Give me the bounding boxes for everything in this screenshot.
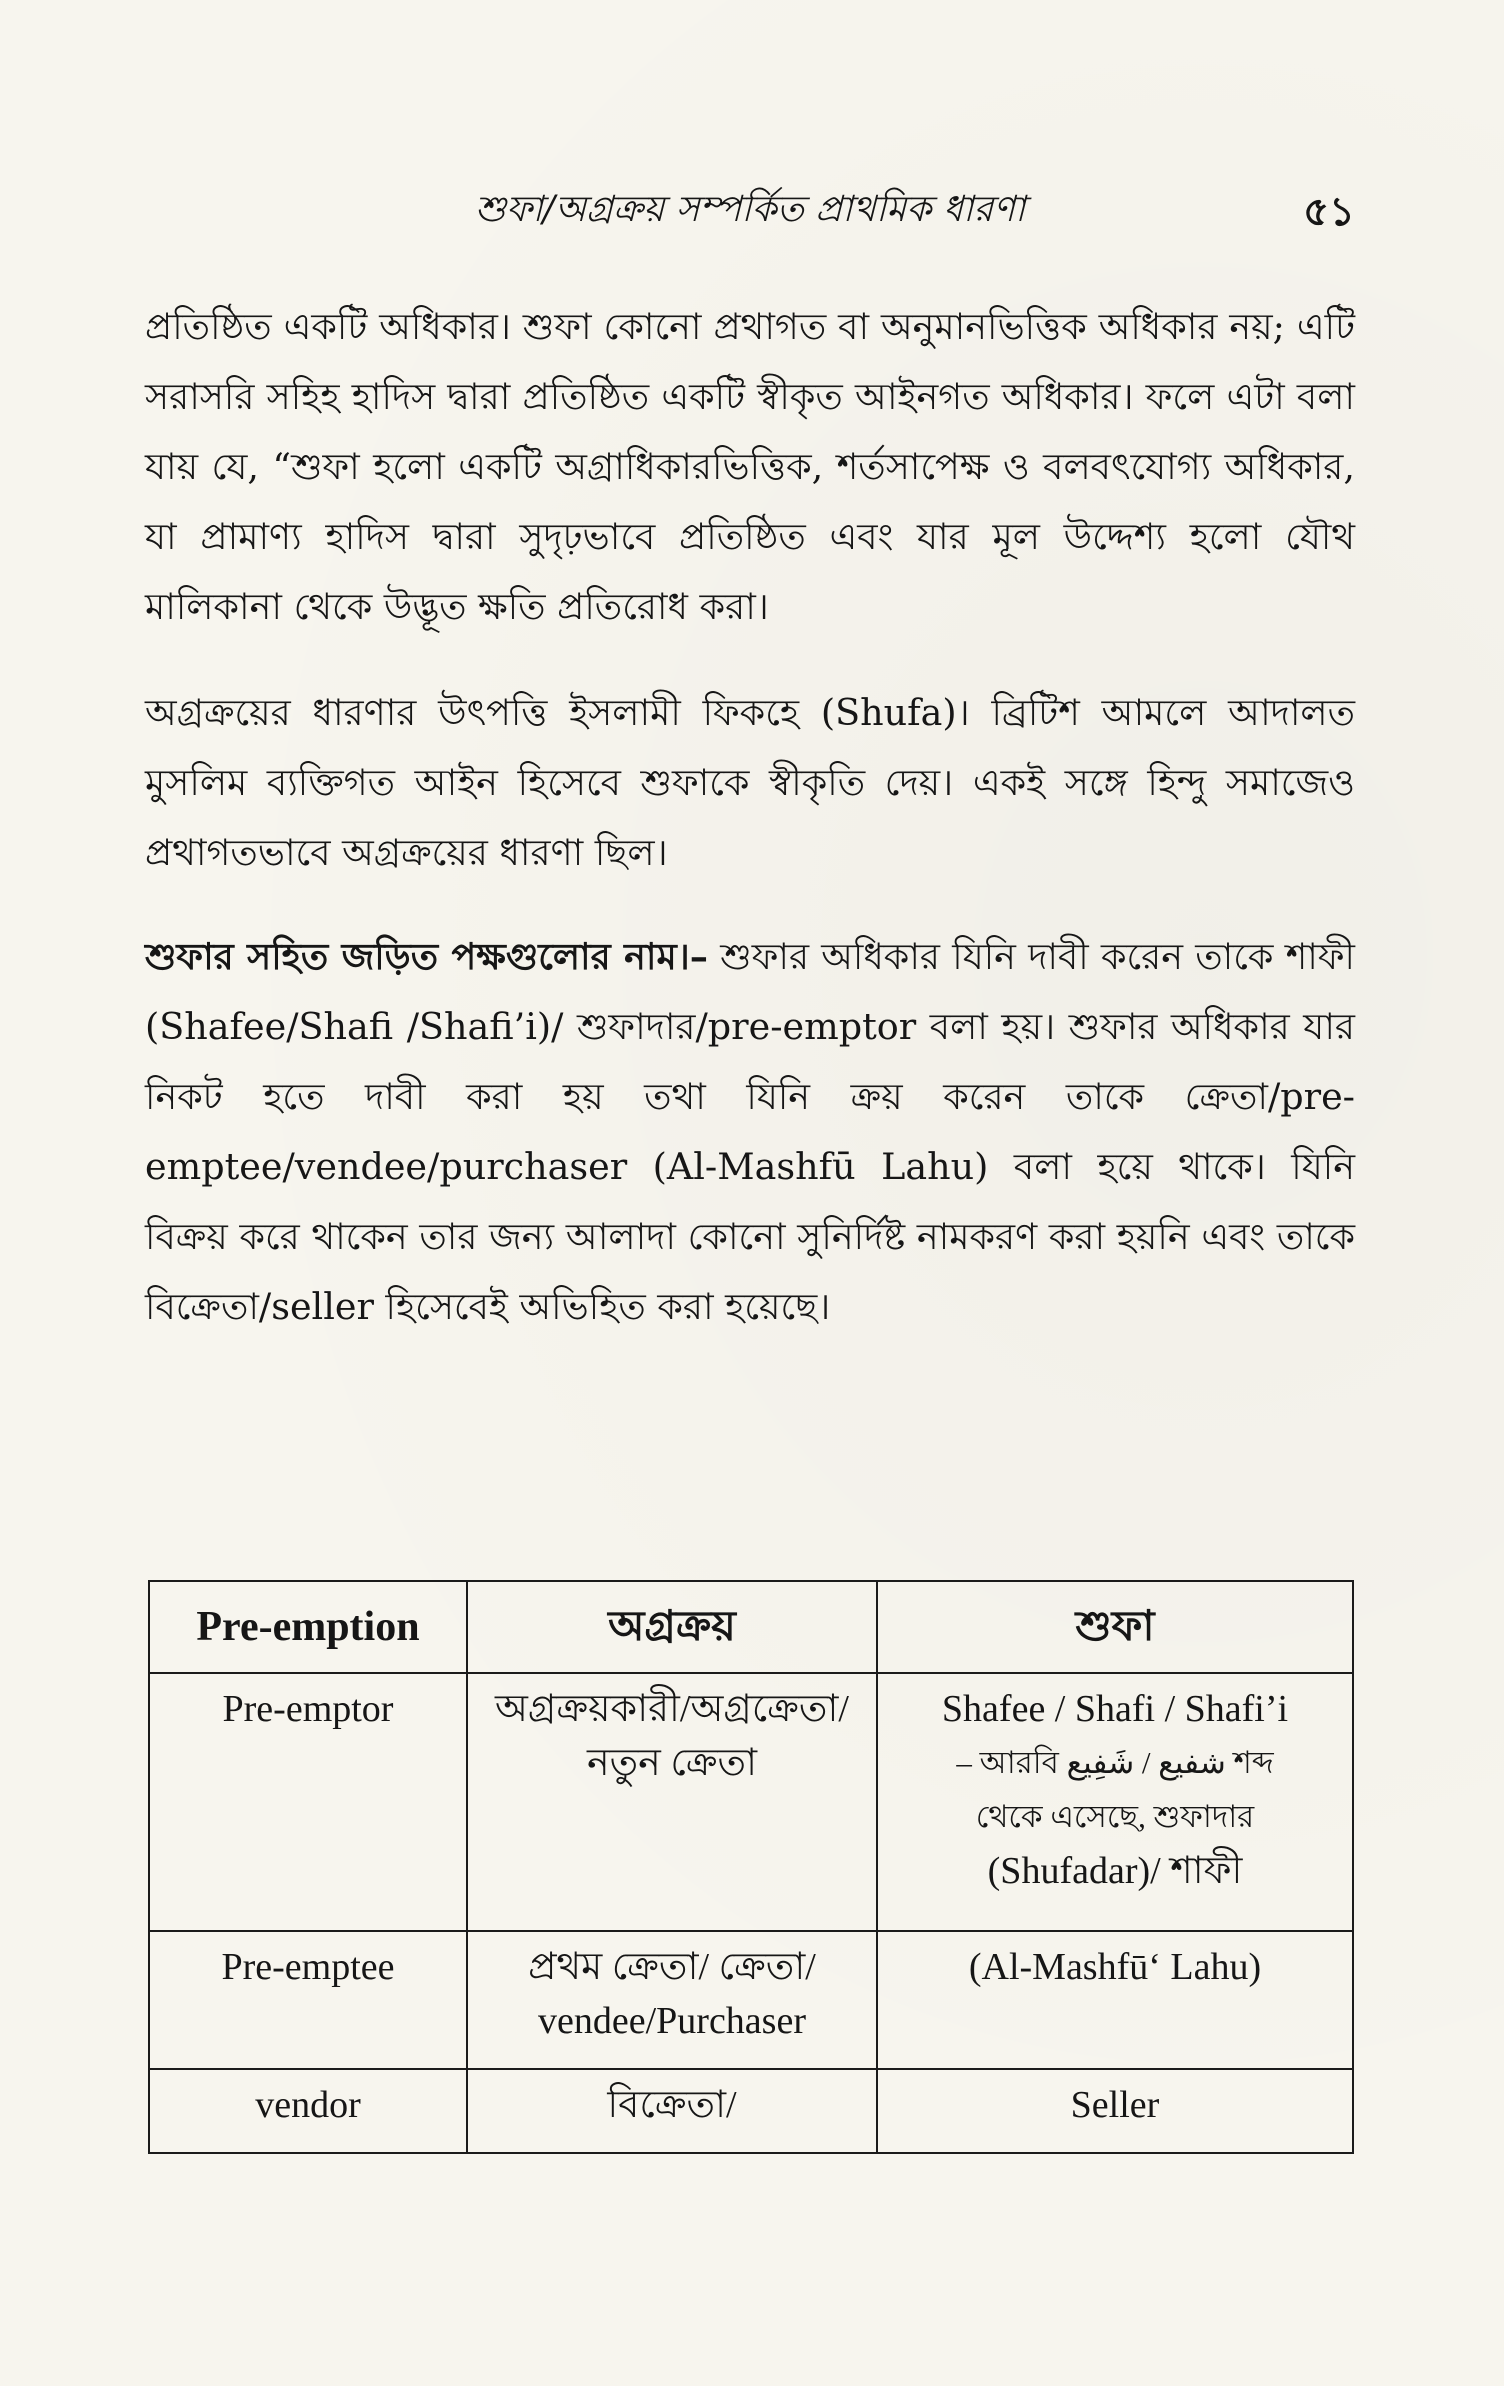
cell-line: অগ্রক্রয়কারী/অগ্রক্রেতা/: [495, 1688, 849, 1730]
paragraph-3-body: শুফার অধিকার যিনি দাবী করেন তাকে শাফী (Shafee/Shafi /Shafi’i)/ শুফাদার/pre-emptor বলা হয়। শুফার অধিকার যার নিকট হতে দাবী করা হয় তথা যিনি ক্রয় করেন তাকে ক্রেতা/pre-emptee/vendee/purchaser (Al-Mashfū Lahu) বলা হয়ে থাকে। যিনি বিক্রয় করে থাকেন তার জন্য আলাদা কোনো সুনির্দিষ্ট নামকরণ করা হয়নি এবং তাকে বিক্রেতা/seller হিসেবেই অভিহিত করা হয়েছে।: [145, 935, 1355, 1328]
column-header-shufa: শুফা: [877, 1581, 1353, 1673]
table-row: [149, 1931, 1353, 2069]
cell-line: vendee/Purchaser: [538, 2000, 806, 2042]
table-cell: vendor: [149, 2069, 467, 2153]
page-number: ৫১: [1303, 188, 1355, 235]
table-cell: Pre-emptor: [149, 1673, 467, 1931]
cell-line: (Shufadar)/ শাফী: [987, 1850, 1243, 1892]
column-header-pre-emption: Pre-emption: [149, 1581, 467, 1673]
paragraph-2: অগ্রক্রয়ের ধারণার উৎপত্তি ইসলামী ফিকহে (Shufa)। ব্রিটিশ আমলে আদালত মুসলিম ব্যক্তিগত আইন হিসেবে শুফাকে স্বীকৃতি দেয়। একই সঙ্গে হিন্দু সমাজেও প্রথাগতভাবে অগ্রক্রয়ের ধারণা ছিল।: [145, 691, 1355, 874]
table-cell: [877, 1673, 1353, 1931]
table-row: [149, 2069, 1353, 2153]
paragraph-3: [145, 922, 1355, 1342]
terminology-table: [148, 1580, 1354, 2154]
table-header-row: [149, 1581, 1353, 1673]
column-header-ogrokroy: অগ্রক্রয়: [467, 1581, 877, 1673]
paragraph-3-heading: শুফার সহিত জড়িত পক্ষগুলোর নাম।–: [145, 935, 709, 978]
cell-line: প্রথম ক্রেতা/ ক্রেতা/: [528, 1946, 816, 1988]
paragraph-1: প্রতিষ্ঠিত একটি অধিকার। শুফা কোনো প্রথাগত বা অনুমানভিত্তিক অধিকার নয়; এটি সরাসরি সহিহ হাদিস দ্বারা প্রতিষ্ঠিত একটি স্বীকৃত আইনগত অধিকার। ফলে এটা বলা যায় যে, “শুফা হলো একটি অগ্রাধিকারভিত্তিক, শর্তসাপেক্ষ ও বলবৎযোগ্য অধিকার, যা প্রামাণ্য হাদিস দ্বারা সুদৃঢ়ভাবে প্রতিষ্ঠিত এবং যার মূল উদ্দেশ্য হলো যৌথ মালিকানা থেকে উদ্ভূত ক্ষতি প্রতিরোধ করা।: [145, 305, 1355, 628]
page-header: [145, 178, 1355, 248]
table-cell: [467, 1931, 877, 2069]
body-text: [145, 292, 1355, 1374]
running-title: শুফা/অগ্রক্রয় সম্পর্কিত প্রাথমিক ধারণা: [475, 189, 1026, 230]
cell-line: থেকে এসেছে, শুফাদার: [975, 1799, 1255, 1834]
table-cell: বিক্রেতা/: [467, 2069, 877, 2153]
cell-line: – আরবি شفيع / شَفِيع শব্দ: [956, 1745, 1274, 1780]
cell-line: নতুন ক্রেতা: [586, 1742, 758, 1784]
table-cell: Pre-emptee: [149, 1931, 467, 2069]
table-row: [149, 1673, 1353, 1931]
table-cell: [467, 1673, 877, 1931]
table-cell: Seller: [877, 2069, 1353, 2153]
cell-line: Shafee / Shafi / Shafi’i: [941, 1688, 1289, 1730]
table-cell: (Al-Mashfū‘ Lahu): [877, 1931, 1353, 2069]
